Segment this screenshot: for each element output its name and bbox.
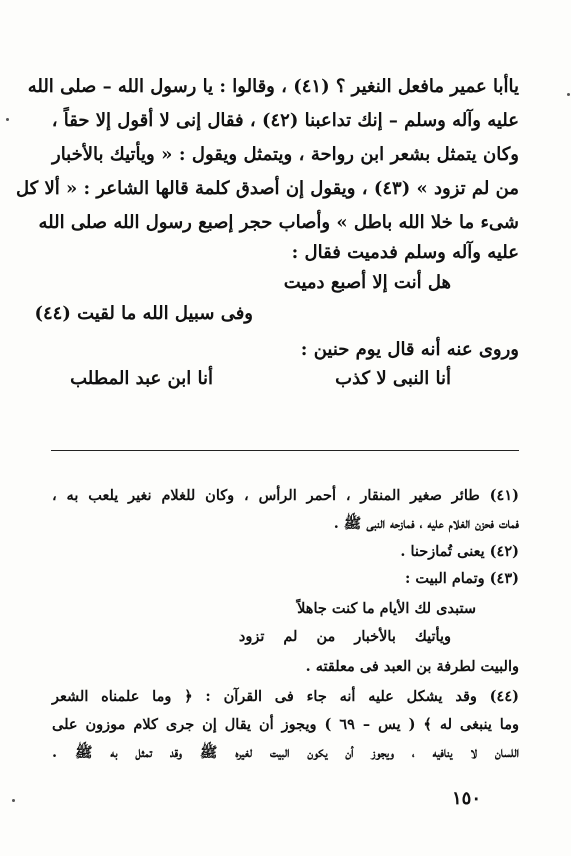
footnote-separator	[51, 450, 519, 451]
footnote-43-source: والبيت لطرفة بن العبد فى معلقته .	[305, 658, 519, 675]
main-text-line: ياأبا عمير مافعل النغير ؟ (٤١) ، وقالوا : يا رسول الله – صلى الله	[27, 76, 519, 97]
scan-speck	[567, 93, 570, 96]
scan-speck	[6, 118, 9, 121]
footnote-44-line: (٤٤) وقد يشكل عليه أنه جاء فى القرآن : ﴿ وما علمناه الشعر	[52, 688, 519, 705]
main-text-line: شىء ما خلا الله باطل » وأصاب حجر إصبع رسول الله صلى الله	[38, 212, 519, 233]
scan-speck	[12, 799, 15, 802]
footnote-44-line: اللسان لا ينافيه ، ويجوز أن يكون البيت لغيره ﷺ وقد تمثل به ﷺ .	[52, 744, 519, 761]
main-text-line: عليه وآله وسلم – إنك تداعبنا (٤٢) ، فقال إنى لا أقول إلا حقاً ،	[51, 110, 519, 131]
footnote-43-verse: ستبدى لك الأيام ما كنت جاهلاً	[297, 600, 476, 617]
main-text-line: من لم تزود » (٤٣) ، ويقول إن أصدق كلمة قالها الشاعر : « ألا كل	[15, 178, 519, 199]
footnote-42: (٤٢) يعنى تُمازحنا .	[400, 543, 519, 560]
footnote-43-verse: ويأتيك بالأخبار من لم تزود	[238, 628, 451, 645]
main-text-line: وكان يتمثل بشعر ابن رواحة ، ويتمثل ويقول : « ويأتيك بالأخبار	[52, 144, 519, 165]
verse-first-hemistich: هل أنت إلا أصبع دميت	[283, 272, 451, 293]
verse-second-hemistich: وفى سبيل الله ما لقيت (٤٤)	[34, 303, 253, 324]
footnote-41-line: فمات فحزن الغلام عليه ، فمازحه النبى ﷺ .	[333, 515, 519, 532]
main-text-line: عليه وآله وسلم فدميت فقال :	[291, 242, 519, 263]
verse-second-hemistich: أنا ابن عبد المطلب	[70, 368, 213, 389]
page-number: ١٥٠	[451, 788, 481, 809]
footnote-41-line: (٤١) طائر صغير المنقار ، أحمر الرأس ، وكان للغلام نغير يلعب به ،	[52, 487, 519, 504]
narration-line: وروى عنه أنه قال يوم حنين :	[300, 339, 519, 360]
verse-first-hemistich: أنا النبى لا كذب	[335, 368, 451, 389]
footnote-43: (٤٣) وتمام البيت :	[404, 570, 519, 587]
footnote-44-line: وما ينبغى له ﴾ ( يس – ٦٩ ) ويجوز أن يقال إن جرى كلام موزون على	[52, 716, 519, 733]
